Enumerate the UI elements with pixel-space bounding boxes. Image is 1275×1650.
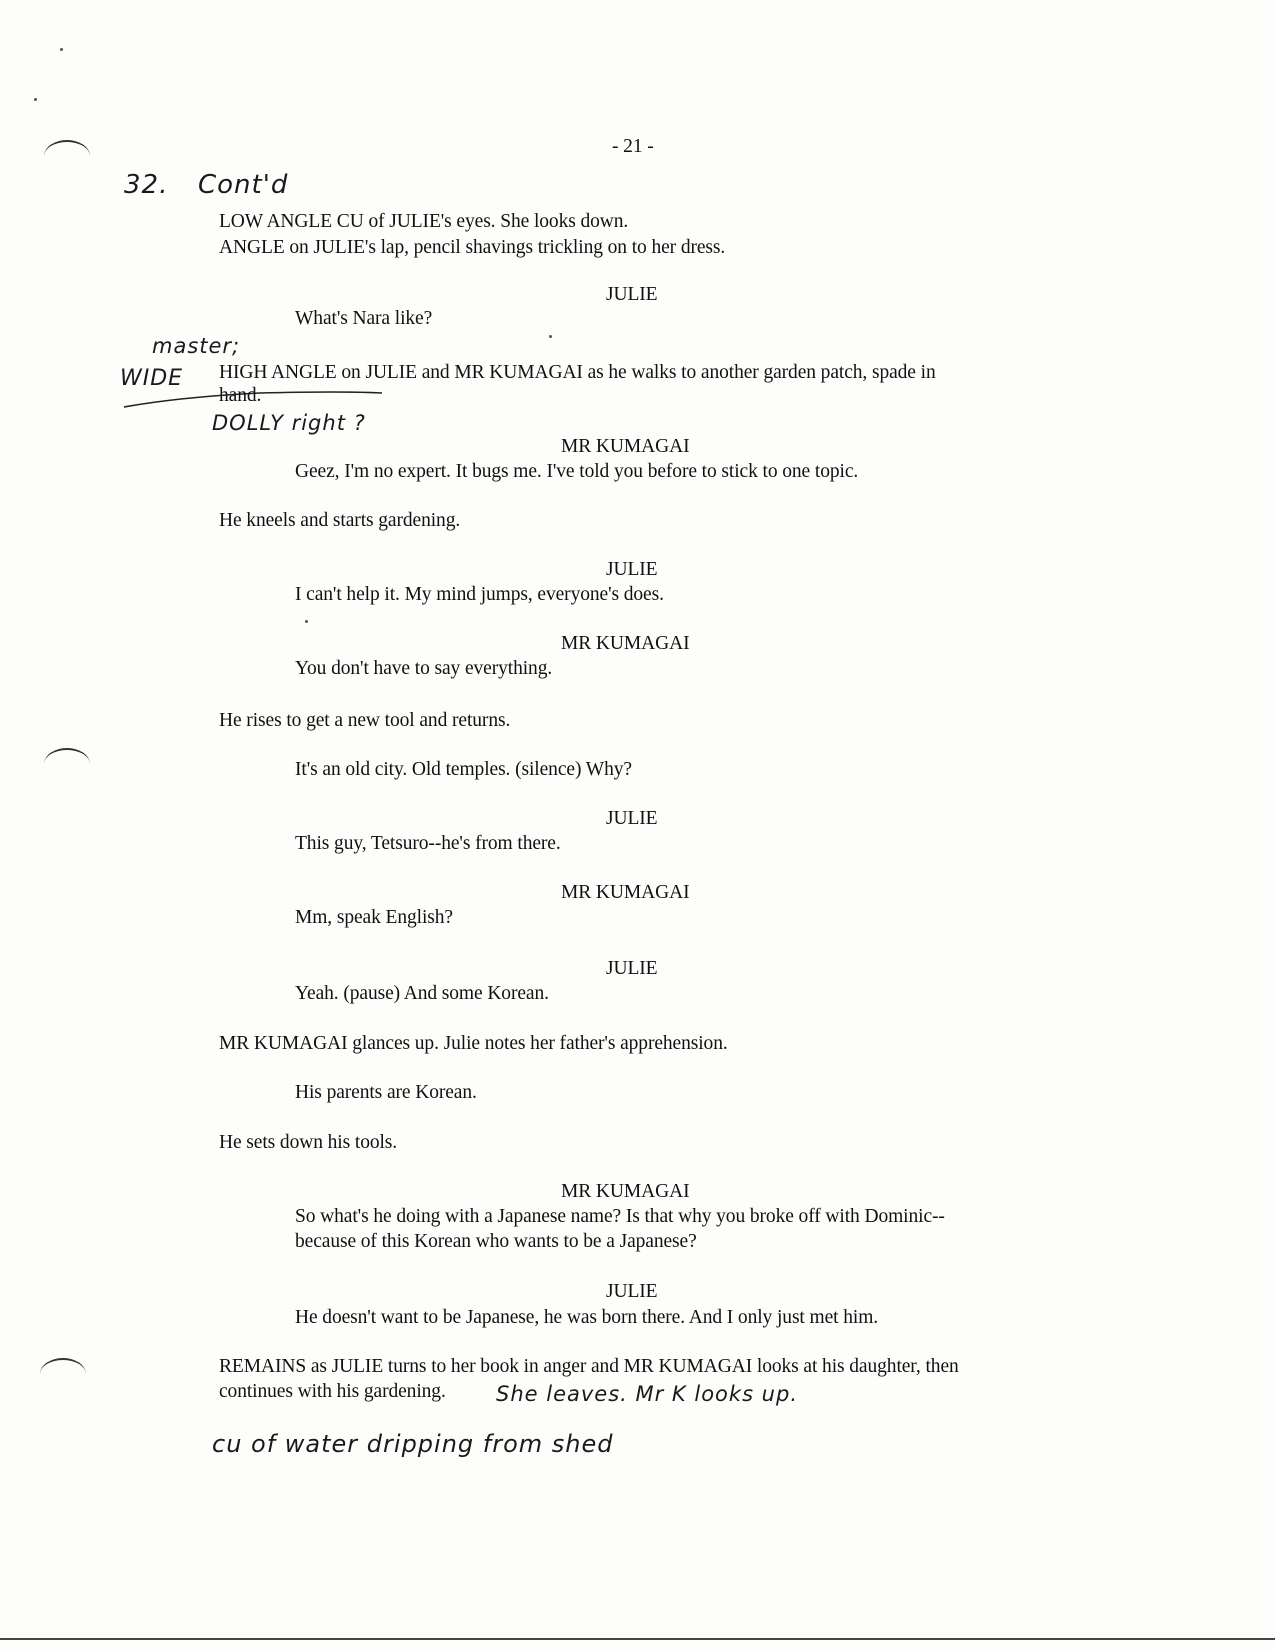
action-line: He kneels and starts gardening. [219, 510, 461, 531]
page-number: - 21 - [612, 136, 654, 157]
character-name: MR KUMAGAI [561, 633, 690, 654]
handwritten-scene-number: 32. [124, 170, 169, 200]
hole-punch-top [44, 140, 90, 172]
bottom-edge [0, 1638, 1275, 1640]
character-name: JULIE [606, 808, 658, 829]
handwritten-dolly-right: DOLLY right ? [212, 411, 366, 435]
character-name: MR KUMAGAI [561, 882, 690, 903]
speck [60, 48, 63, 51]
action-line: He rises to get a new tool and returns. [219, 710, 511, 731]
speck [34, 98, 37, 101]
action-line: LOW ANGLE CU of JULIE's eyes. She looks down. [219, 211, 629, 232]
speck [305, 620, 308, 623]
action-line: MR KUMAGAI glances up. Julie notes her father's apprehension. [219, 1033, 728, 1054]
dialogue-line: What's Nara like? [295, 308, 433, 329]
dialogue-line: So what's he doing with a Japanese name? Is that why you broke off with Dominic-- [295, 1206, 945, 1227]
dialogue-line: He doesn't want to be Japanese, he was born there. And I only just met him. [295, 1307, 879, 1328]
dialogue-line: Yeah. (pause) And some Korean. [295, 983, 549, 1004]
character-name: MR KUMAGAI [561, 1181, 690, 1202]
handwritten-contd: Cont'd [198, 170, 289, 200]
hole-punch-middle [44, 748, 90, 780]
hole-punch-bottom [40, 1358, 86, 1390]
dialogue-line: Geez, I'm no expert. It bugs me. I've told you before to stick to one topic. [295, 461, 859, 482]
character-name: JULIE [606, 1281, 658, 1302]
handwritten-master: master; [152, 334, 241, 358]
action-line: hand. [219, 385, 262, 406]
dialogue-line: Mm, speak English? [295, 907, 453, 928]
action-line: continues with his gardening. [219, 1381, 446, 1402]
action-line: HIGH ANGLE on JULIE and MR KUMAGAI as he walks to another garden patch, spade in [219, 362, 936, 383]
character-name: MR KUMAGAI [561, 436, 690, 457]
handwritten-she-leaves: She leaves. Mr K looks up. [496, 1382, 798, 1406]
handwritten-cu-water: cu of water dripping from shed [212, 1430, 614, 1458]
dialogue-line: I can't help it. My mind jumps, everyone's does. [295, 584, 664, 605]
character-name: JULIE [606, 958, 658, 979]
action-line: ANGLE on JULIE's lap, pencil shavings trickling on to her dress. [219, 237, 726, 258]
character-name: JULIE [606, 559, 658, 580]
dialogue-line: You don't have to say everything. [295, 658, 553, 679]
character-name: JULIE [606, 284, 658, 305]
dialogue-line: It's an old city. Old temples. (silence) Why? [295, 759, 632, 780]
dialogue-line: This guy, Tetsuro--he's from there. [295, 833, 561, 854]
action-line: He sets down his tools. [219, 1132, 398, 1153]
speck [549, 335, 552, 338]
action-line: REMAINS as JULIE turns to her book in anger and MR KUMAGAI looks at his daughter, then [219, 1356, 959, 1377]
dialogue-line: His parents are Korean. [295, 1082, 477, 1103]
handwritten-wide: WIDE [120, 366, 184, 391]
dialogue-line: because of this Korean who wants to be a Japanese? [295, 1231, 697, 1252]
